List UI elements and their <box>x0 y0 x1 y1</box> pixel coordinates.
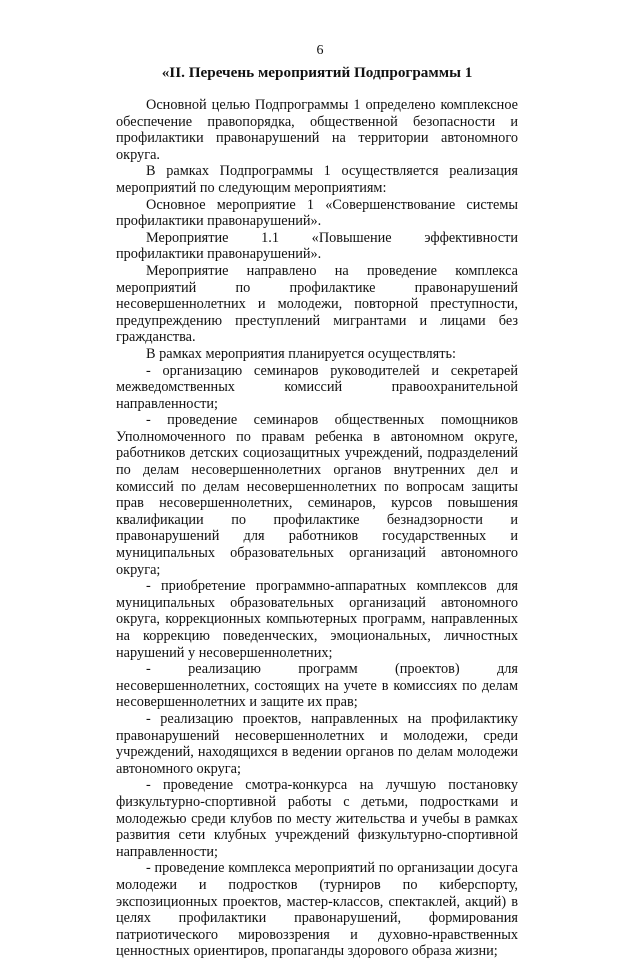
list-item: - проведение семинаров общественных помощников Уполномоченного по правам ребенка в автономном округе, работников детских социозащитных учреждений, подразделений по делам несовершеннолетних органов внутренних дел и комиссий по делам несовершеннолетних по вопросам защиты прав несовершеннолетних, семинаров, курсов повышения квалификации по профилактике безнадзорности и правонарушений для работников государственных и муниципальных образовательных организаций автономного округа; <box>116 412 518 578</box>
body-text <box>116 97 518 960</box>
paragraph: В рамках мероприятия планируется осуществлять: <box>146 345 456 362</box>
paragraph: Мероприятие направлено на проведение комплекса мероприятий по профилактике правонарушений несовершеннолетних и молодежи, повторной преступности, предупреждению преступлений мигрантами и лицами без гражданства. <box>116 262 518 346</box>
paragraph: Основное мероприятие 1 «Совершенствование системы профилактики правонарушений». <box>116 196 518 230</box>
section-heading: «II. Перечень мероприятий Подпрограммы 1 <box>161 64 473 81</box>
page-number: 6 <box>316 43 324 58</box>
list-item: - приобретение программно-аппаратных комплексов для муниципальных образовательных организаций автономного округа, коррекционных компьютерных программ, направленных на коррекцию поведенческих, эмоциональных, личностных нарушений у несовершеннолетних; <box>116 578 518 661</box>
list-item: - организацию семинаров руководителей и секретарей межведомственных комиссий правоохранительной направленности; <box>116 362 518 412</box>
list-item: - реализацию программ (проектов) для несовершеннолетних, состоящих на учете в комиссиях по делам несовершеннолетних и защите их прав; <box>116 661 518 711</box>
paragraph: Основной целью Подпрограммы 1 определено комплексное обеспечение правопорядка, общественной безопасности и профилактики правонарушений на территории автономного округа. <box>116 97 518 163</box>
paragraph: Мероприятие 1.1 «Повышение эффективности профилактики правонарушений». <box>116 229 518 263</box>
list-item: - проведение смотра-конкурса на лучшую постановку физкультурно-спортивной работы с детьми, подростками и молодежью среди клубов по месту жительства и учебы в рамках развития сети клубных учреждений физкультурно-спортивной направленности; <box>116 777 518 860</box>
paragraph: В рамках Подпрограммы 1 осуществляется реализация мероприятий по следующим мероприятиям: <box>116 163 518 196</box>
list-item: - реализацию проектов, направленных на профилактику правонарушений несовершеннолетних и молодежи, среди учреждений, находящихся в ведении органов по делам молодежи автономного округа; <box>116 710 518 777</box>
list-item: - проведение комплекса мероприятий по организации досуга молодежи и подростков (турниров по киберспорту, экспозиционных проектов, мастер-классов, спектаклей, акций) в целях профилактики правонарушений, формирования патриотического мировоззрения и духовно-нравственных ценностных ориентиров, пропаганды здорового образа жизни; <box>116 860 518 960</box>
